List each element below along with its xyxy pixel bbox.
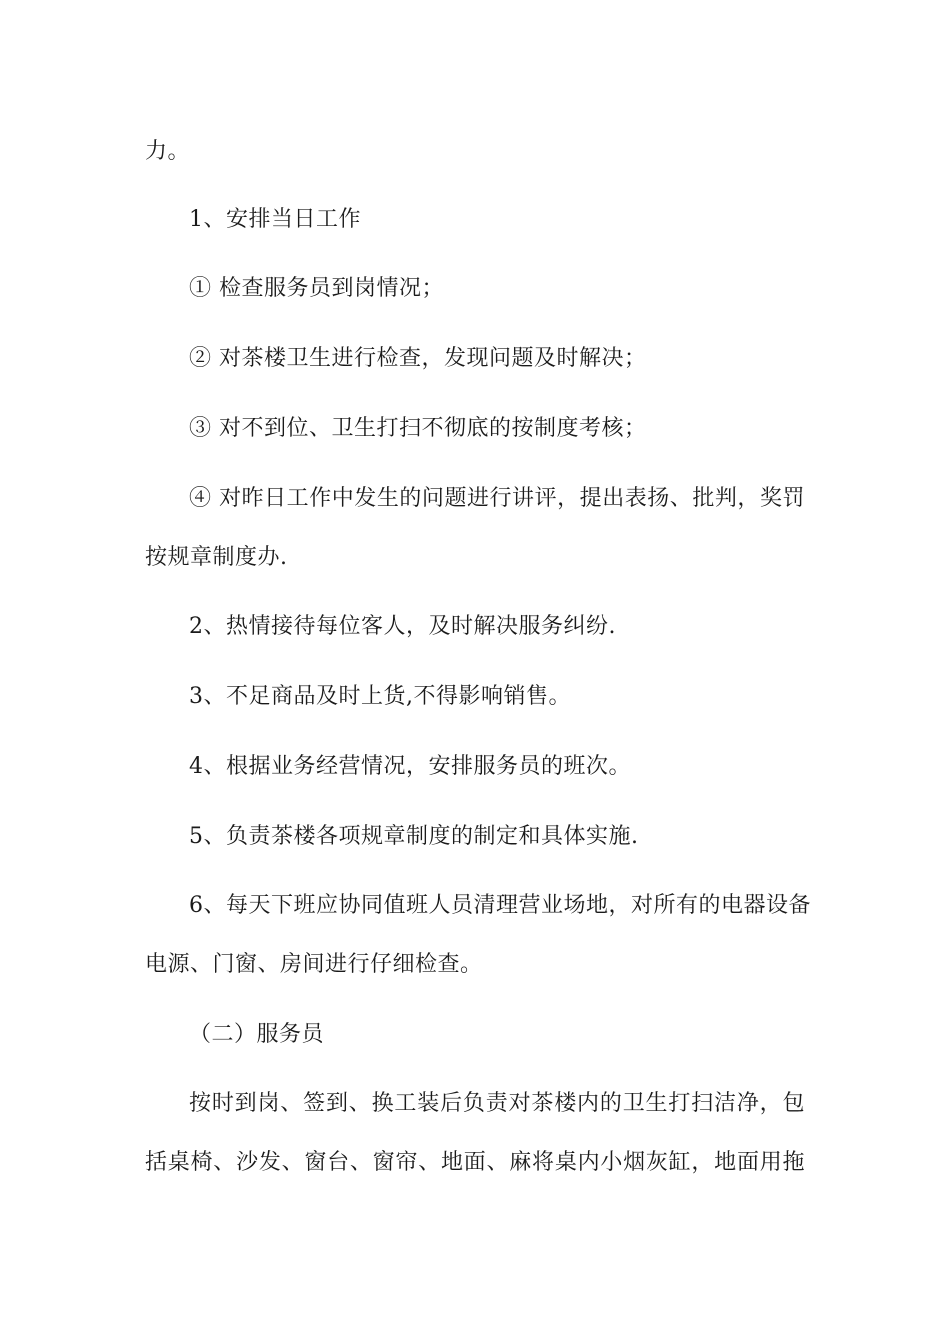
text-line-1: 力。 [145, 139, 191, 164]
text-line-2: 1、安排当日工作 [189, 207, 361, 232]
text-line-10: 4、根据业务经营情况，安排服务员的班次。 [189, 754, 631, 779]
text-line-15: 按时到岗、签到、换工装后负责对茶楼内的卫生打扫洁净，包 [189, 1091, 805, 1116]
text-line-16: 括桌椅、沙发、窗台、窗帘、地面、麻将桌内小烟灰缸，地面用拖 [145, 1150, 805, 1175]
text-line-5: ③ 对不到位、卫生打扫不彻底的按制度考核； [189, 416, 647, 441]
text-line-7: 按规章制度办. [145, 545, 288, 570]
text-line-3: ① 检查服务员到岗情况； [189, 276, 444, 301]
text-line-9: 3、不足商品及时上货,不得影响销售。 [189, 684, 571, 709]
text-line-13: 电源、门窗、房间进行仔细检查。 [145, 952, 483, 977]
text-line-12: 6、每天下班应协同值班人员清理营业场地，对所有的电器设备 [189, 893, 811, 918]
text-line-11: 5、负责茶楼各项规章制度的制定和具体实施. [189, 824, 639, 849]
text-line-4: ② 对茶楼卫生进行检查，发现问题及时解决； [189, 346, 647, 371]
text-line-6: ④ 对昨日工作中发生的问题进行讲评，提出表扬、批判，奖罚 [189, 486, 805, 511]
text-line-14: （二）服务员 [189, 1022, 325, 1047]
text-line-8: 2、热情接待每位客人，及时解决服务纠纷. [189, 614, 616, 639]
